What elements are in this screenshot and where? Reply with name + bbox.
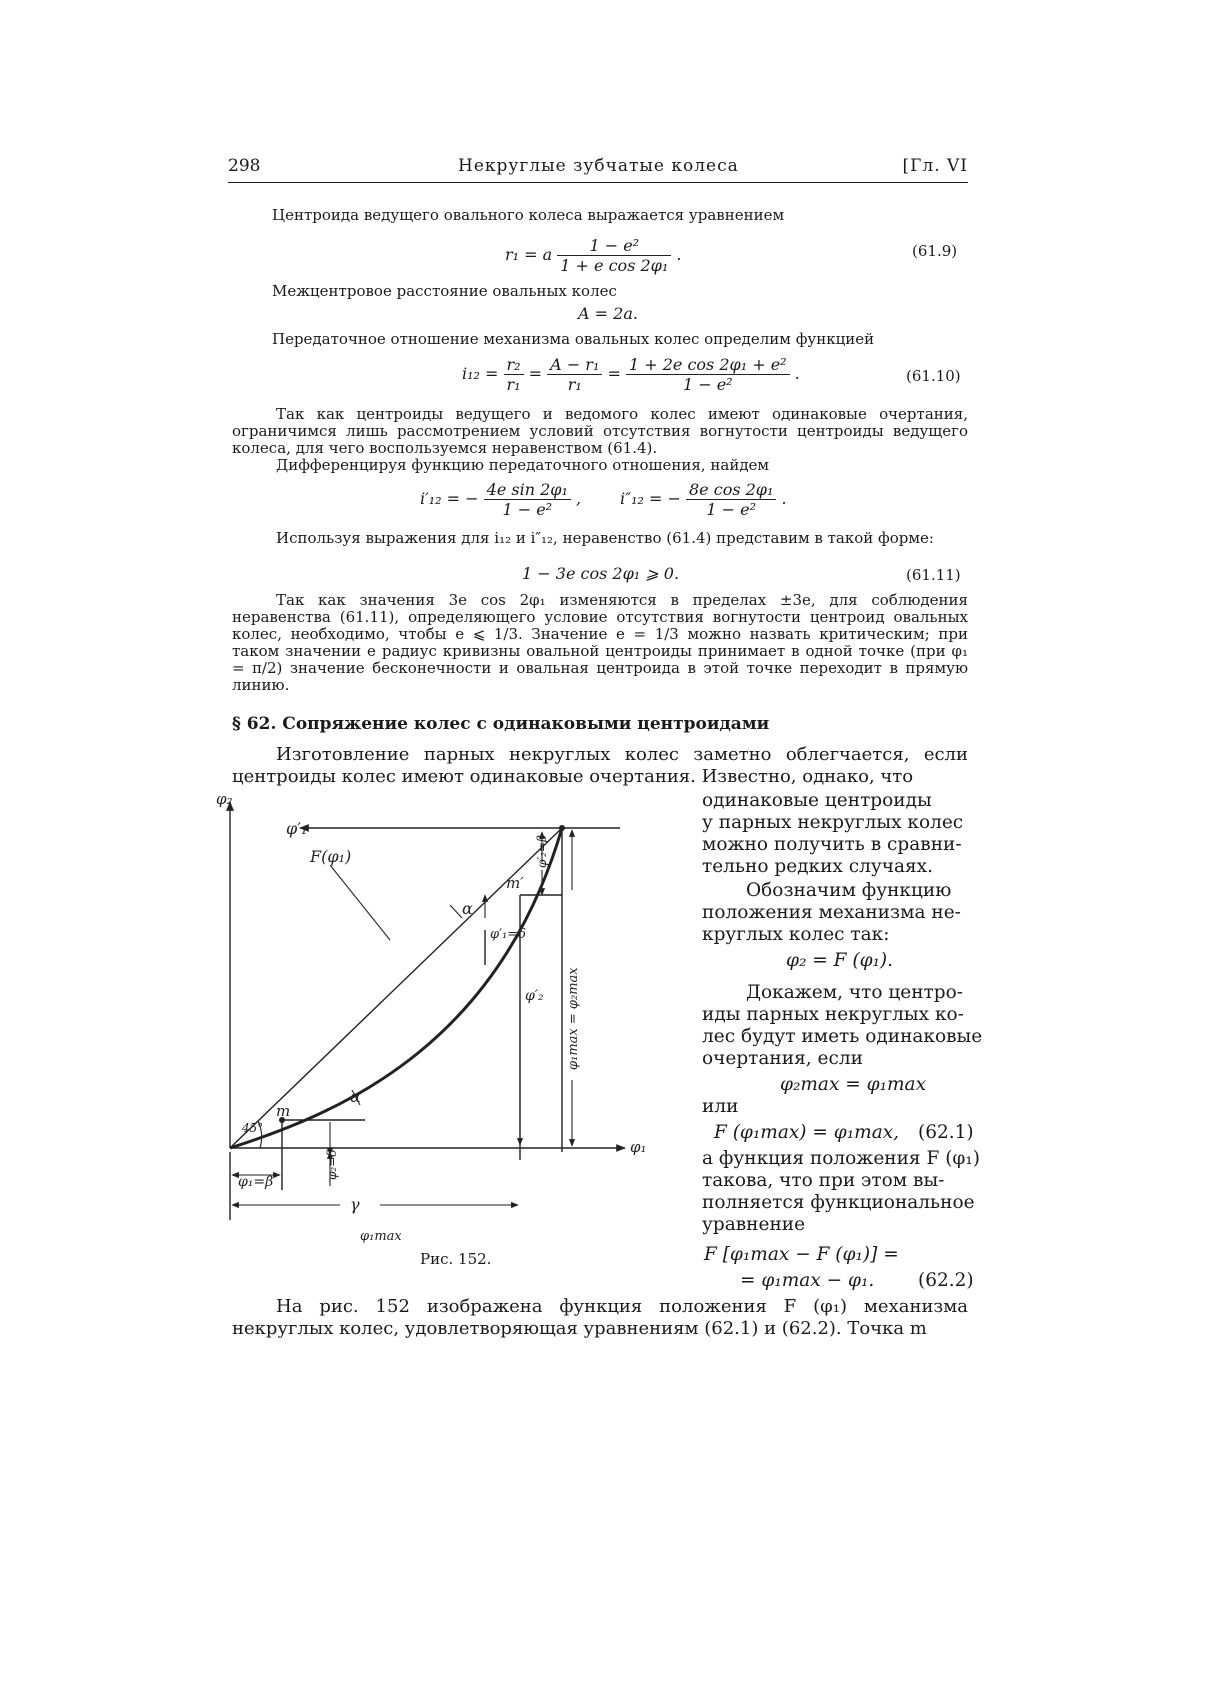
right-column-1: одинаковые центроиды у парных некруглых колес можно получить в сравни- тельно редких случаях. [702,790,964,877]
label-curve: F(φ₁) [310,847,352,866]
equation-tag-62-1: (62.1) [918,1122,974,1143]
label-point-m: m [276,1102,291,1120]
equation-61-10: i₁₂ = $\frac{\text{r₂}}{\text{r₁}}$ = $\frac{\text{A − r₁}}{\text{r₁}}$ = $\frac{\text{1 + 2e cos 2φ₁ + e²}}{\text{1 − e²}}$ . [462,355,800,394]
equation-tag-61-10: (61.10) [906,367,961,385]
label-gamma: γ [350,1195,360,1214]
equation-62-2-line1: F [φ₁max − F (φ₁)] = [704,1244,899,1265]
paragraph-final: На рис. 152 изображена функция положения F (φ₁) механизма некруглых колес, удовлетворяющая уравнениям (62.1) и (62.2). Точка m [232,1296,968,1339]
running-header [228,156,968,183]
label-phi2-prime: φ′₂ [525,988,544,1004]
paragraph-s62-intro: Изготовление парных некруглых колес заметно облегчается, если центроиды колес имеют одинаковые очертания. Известно, однако, что [232,744,968,787]
position-function-equation: φ₂ = F (φ₁). [786,950,894,971]
center-distance-line: Межцентровое расстояние овальных колес [272,282,617,300]
label-phi1p-delta: φ′₁=δ [490,927,526,942]
paragraph-using: Используя выражения для i₁₂ и i″₁₂, неравенство (61.4) представим в такой форме: [276,529,934,547]
equation-tag-61-11: (61.11) [906,566,961,584]
center-distance-equation: A = 2a. [578,304,638,323]
equation-61-11: 1 − 3e cos 2φ₁ ⩾ 0. [522,564,680,583]
paragraph-values: Так как значения 3e cos 2φ₁ изменяются в пределах ±3e, для соблюдения неравенства (61.11), определяющего условие отсутствия вогнутости центроид овальных колес, необходимо, чтобы e ⩽ 1/3. Значение e = 1/3 можно назвать критическим; при таком значении e радиус кривизны овальной центроиды принимает в одной точке (при φ₁ = π/2) значение бесконечности и овальная центроида в этой точке переходит в прямую линию. [232,591,968,694]
word-or: или [702,1096,739,1117]
equation-61-9: r₁ = a $\frac{\text{1 − e²}}{\text{1 + e cos 2φ₁}}$ . [505,236,682,275]
paragraph-same-centroids: Так как центроиды ведущего и ведомого колес имеют одинаковые очертания, ограничимся лишь рассмотрением условий отсутствия вогнутости центроиды ведущего колеса, для чего воспользуемся неравенством (61.4). [232,405,968,457]
label-angle-45: 45° [242,1121,264,1135]
label-phi2p-beta: φ′₂=β [535,835,549,868]
label-phi1max-bottom: φ₁max [360,1229,402,1244]
equation-62-2-line2: = φ₁max − φ₁. [740,1270,875,1291]
equation-first-derivative: i′₁₂ = − $\frac{\text{4e sin 2φ₁}}{\text{1 − e²}}$ , [420,480,582,519]
section-heading: § 62. Сопряжение колес с одинаковыми центроидами [232,714,770,734]
label-top-arrow: φ′₁ [286,819,308,838]
label-alpha-upper: α [462,899,473,918]
equation-tag-61-9: (61.9) [912,242,958,260]
equation-second-derivative: i″₁₂ = − $\frac{\text{8e cos 2φ₁}}{\text{1 − e²}}$ . [620,480,787,519]
label-phi1max-phi2max: φ₁max = φ₂max [566,967,581,1070]
right-column-3: Докажем, что центро- иды парных некруглых ко- лес будут иметь одинаковые очертания, если [702,982,983,1069]
label-alpha-lower: α [350,1087,361,1106]
header-chapter: [Гл. VI [902,156,968,176]
figure-152 [200,790,700,1244]
label-x-axis: φ₁ [630,1138,647,1156]
label-phi2-delta: φ₂=δ [325,1149,339,1180]
figure-caption: Рис. 152. [420,1250,492,1268]
right-column-2: Обозначим функцию положения механизма не- круглых колес так: [702,880,961,945]
label-y-axis: φ₂ [216,790,233,808]
max-equation: φ₂max = φ₁max [780,1074,927,1095]
page-number: 298 [228,156,261,176]
intro-line: Центроида ведущего овального колеса выражается уравнением [272,206,785,224]
ratio-line: Передаточное отношение механизма овальных колес определим функцией [272,330,875,348]
header-title: Некруглые зубчатые колеса [458,156,739,176]
label-point-m-prime: m′ [506,874,524,892]
paragraph-differentiate: Дифференцируя функцию передаточного отношения, найдем [276,456,770,474]
label-phi1-beta: φ₁=β [238,1174,274,1190]
equation-62-1: F (φ₁max) = φ₁max, [714,1122,900,1143]
equation-tag-62-2: (62.2) [918,1270,974,1291]
right-column-4: а функция положения F (φ₁) такова, что при этом вы- полняется функциональное уравнение [702,1148,981,1235]
